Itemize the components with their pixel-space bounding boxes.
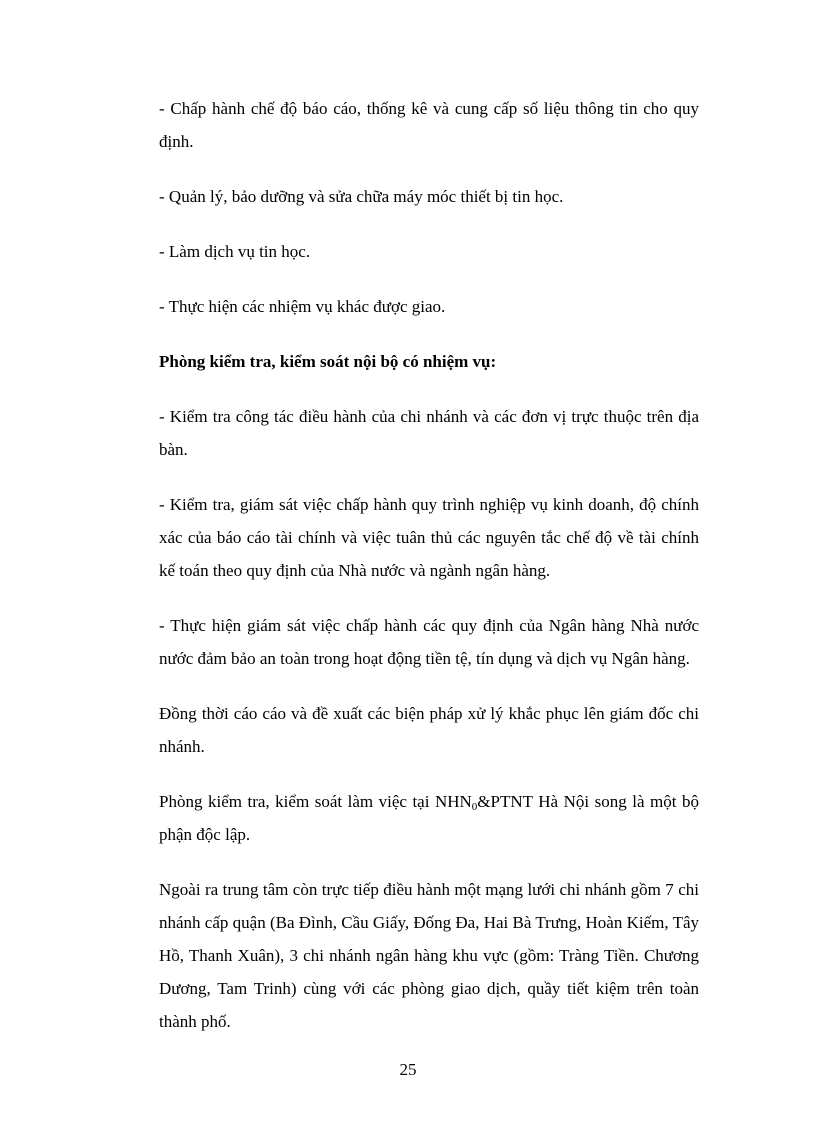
paragraph-supervision: - Thực hiện giám sát việc chấp hành các quy định của Ngân hàng Nhà nước nước đảm bảo an toàn trong hoạt động tiền tệ, tín dụng và dịch vụ Ngân hàng. bbox=[159, 616, 699, 668]
paragraph-other-tasks: - Thực hiện các nhiệm vụ khác được giao. bbox=[159, 297, 446, 316]
independent-unit-text-after: &PTNT Hà Nội song là một bộ phận độc lập. bbox=[159, 792, 699, 844]
page-number: 25 bbox=[399, 1060, 417, 1079]
paragraph-equipment-maintenance: - Quản lý, bảo dưỡng và sửa chữa máy móc thiết bị tin học. bbox=[159, 187, 564, 206]
paragraph-independent-unit bbox=[159, 785, 699, 851]
document-body bbox=[159, 92, 699, 1060]
section-heading-internal-audit: Phòng kiểm tra, kiểm soát nội bộ có nhiệm vụ: bbox=[159, 352, 497, 371]
paragraph-audit-operations: - Kiểm tra công tác điều hành của chi nhánh và các đơn vị trực thuộc trên địa bàn. bbox=[159, 407, 699, 459]
paragraph-reporting-duty: - Chấp hành chế độ báo cáo, thống kê và cung cấp số liệu thông tin cho quy định. bbox=[159, 99, 699, 151]
paragraph-audit-compliance: - Kiểm tra, giám sát việc chấp hành quy trình nghiệp vụ kinh doanh, độ chính xác của báo cáo tài chính và việc tuân thủ các nguyên tắc chế độ về tài chính kế toán theo quy định của Nhà nước và ngành ngân hàng. bbox=[159, 495, 699, 580]
subscript-zero: 0 bbox=[471, 801, 478, 813]
paragraph-reporting-proposals: Đồng thời cáo cáo và đề xuất các biện pháp xử lý khắc phục lên giám đốc chi nhánh. bbox=[159, 704, 699, 756]
paragraph-it-services: - Làm dịch vụ tin học. bbox=[159, 242, 311, 261]
paragraph-branch-network: Ngoài ra trung tâm còn trực tiếp điều hành một mạng lưới chi nhánh gồm 7 chi nhánh cấp quận (Ba Đình, Cầu Giấy, Đống Đa, Hai Bà Trưng, Hoàn Kiếm, Tây Hồ, Thanh Xuân), 3 chi nhánh ngân hàng khu vực (gồm: Tràng Tiền. Chương Dương, Tam Trinh) cùng với các phòng giao dịch, quầy tiết kiệm trên toàn thành phố. bbox=[159, 880, 699, 1031]
independent-unit-text-before: Phòng kiểm tra, kiểm soát làm việc tại NHN bbox=[159, 792, 472, 811]
